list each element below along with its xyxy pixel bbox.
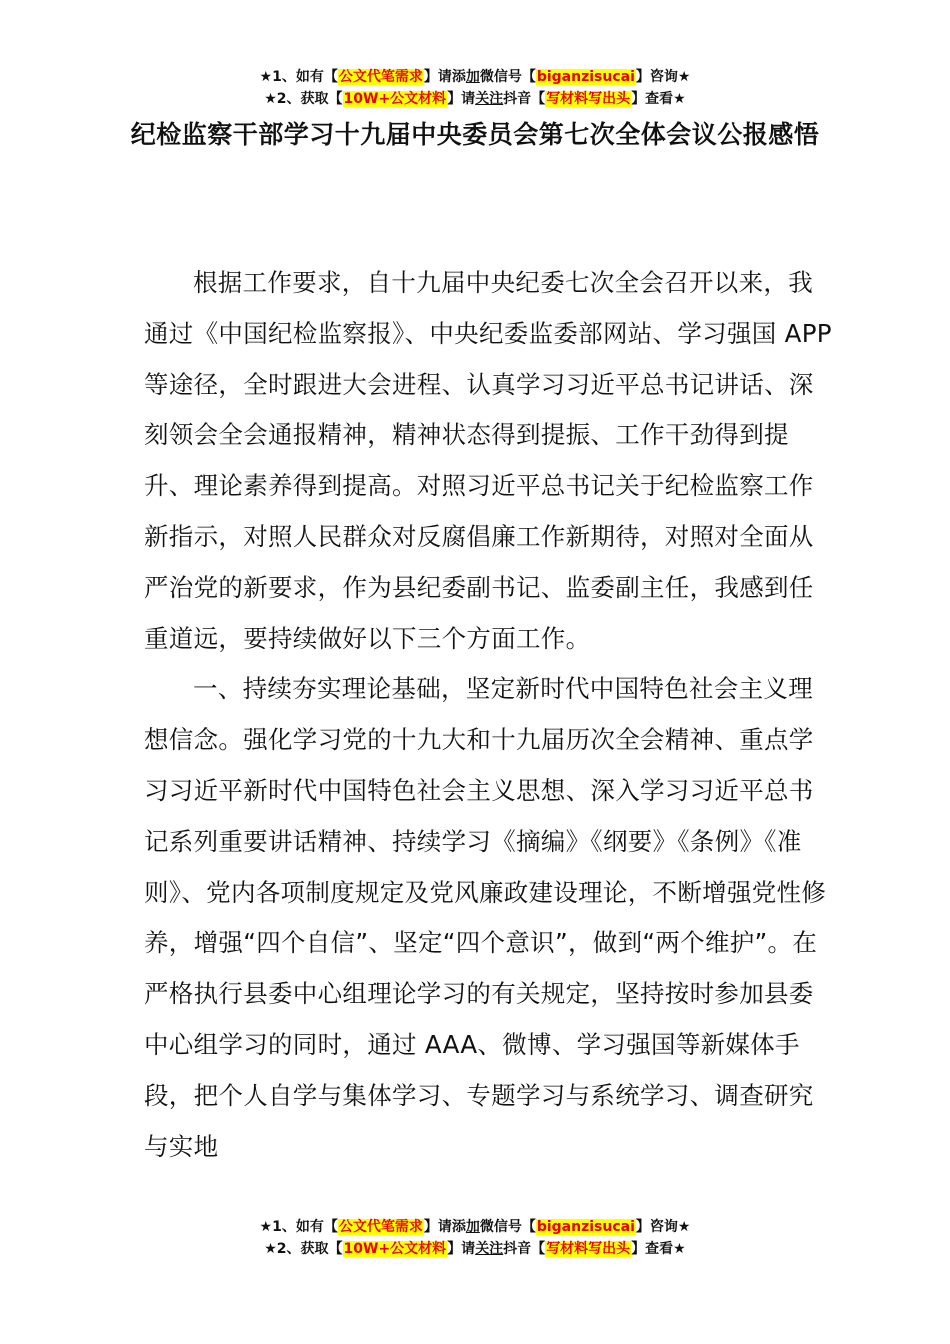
promo-text: 】咨询★ <box>635 69 691 85</box>
promo-line-2 <box>0 1238 950 1260</box>
promo-text: 】查看★ <box>631 1241 686 1257</box>
promo-text: ★2、获取【 <box>264 1241 343 1257</box>
promo-highlight: 10W+公文材料 <box>343 91 447 107</box>
promo-emphasis: 加 <box>465 1219 480 1235</box>
paragraph: 根据工作要求，自十九届中央纪委七次全会召开以来，我通过《中国纪检监察报》、中央纪委监委部网站、学习强国 APP 等途径，全时跟进大会进程、认真学习习近平总书记讲话、深刻领会全会通报精神，精神状态得到提振、工作干劲得到提升、理论素养得到提高。对照习近平总书记关于纪检监察工作新指示，对照人民群众对反腐倡廉工作新期待，对照对全面从严治党的新要求，作为县纪委副书记、监委副主任，我感到任重道远，要持续做好以下三个方面工作。 <box>144 268 832 653</box>
promo-text: 】请添 <box>423 69 466 85</box>
promo-highlight: biganzisucai <box>536 1219 635 1235</box>
promo-line-2 <box>0 88 950 110</box>
promo-highlight: 写材料写出头 <box>546 1241 631 1257</box>
promo-text: 】请 <box>447 1241 476 1257</box>
promo-banner-top <box>0 66 950 110</box>
promo-highlight: biganzisucai <box>536 69 635 85</box>
promo-text: 】咨询★ <box>635 1219 691 1235</box>
promo-text: 】查看★ <box>631 91 686 107</box>
promo-line-1 <box>0 1216 950 1238</box>
promo-highlight: 公文代笔需求 <box>338 1219 423 1235</box>
paragraph: 一、持续夯实理论基础，坚定新时代中国特色社会主义理想信念。强化学习党的十九大和十九届历次全会精神、重点学习习近平新时代中国特色社会主义思想、深入学习习近平总书记系列重要讲话精神、持续学习《摘编》《纲要》《条例》《准则》、党内各项制度规定及党风廉政建设理论，不断增强党性修养，增强“四个自信”、坚定“四个意识”，做到“两个维护”。在严格执行县委中心组理论学习的有关规定，坚持按时参加县委中心组学习的同时，通过 AAA、微博、学习强国等新媒体手段，把个人自学与集体学习、专题学习与系统学习、调查研究与实地 <box>144 674 827 1161</box>
promo-text: ★2、获取【 <box>264 91 343 107</box>
promo-line-1 <box>0 66 950 88</box>
promo-text: 抖音【 <box>503 91 546 107</box>
promo-text: 】请 <box>447 91 476 107</box>
promo-text: 】请添 <box>423 1219 466 1235</box>
promo-emphasis: 关注 <box>475 91 504 107</box>
promo-text: ★1、如有【 <box>259 69 338 85</box>
promo-text: 抖音【 <box>503 1241 546 1257</box>
promo-emphasis: 关注 <box>475 1241 504 1257</box>
promo-highlight: 写材料写出头 <box>546 91 631 107</box>
promo-emphasis: 加 <box>465 69 480 85</box>
promo-text: 微信号【 <box>479 1219 536 1235</box>
promo-banner-bottom <box>0 1216 950 1260</box>
promo-highlight: 10W+公文材料 <box>343 1241 447 1257</box>
promo-text: 微信号【 <box>479 69 536 85</box>
promo-highlight: 公文代笔需求 <box>338 69 423 85</box>
document-body <box>144 258 834 1172</box>
document-title: 纪检监察干部学习十九届中央委员会第七次全体会议公报感悟 <box>130 120 820 149</box>
promo-text: ★1、如有【 <box>259 1219 338 1235</box>
